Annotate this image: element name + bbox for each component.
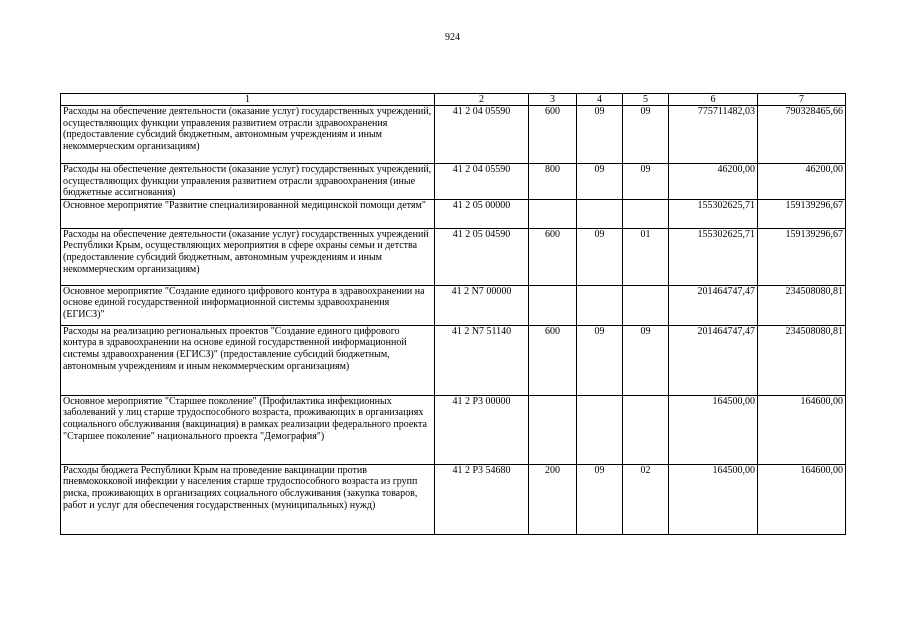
- classification-code: 41 2 P3 54680: [435, 464, 529, 534]
- header-col-3: 3: [529, 94, 577, 106]
- subsection-code: 09: [623, 325, 669, 395]
- expense-type-code: 200: [529, 464, 577, 534]
- amount-col-6: 164500,00: [669, 464, 758, 534]
- amount-col-7: 790328465,66: [758, 106, 846, 164]
- amount-col-7: 159139296,67: [758, 228, 846, 285]
- subsection-code: [623, 199, 669, 228]
- amount-col-6: 775711482,03: [669, 106, 758, 164]
- table-row: [61, 228, 846, 285]
- classification-code: 41 2 N7 51140: [435, 325, 529, 395]
- section-code: [577, 199, 623, 228]
- expense-name: Расходы на реализацию региональных проектов "Создание единого цифрового контура в здравоохранении на основе единой государственной информационной системы здравоохранения (ЕГИСЗ)" (предоставление субсидий бюджетным, автономным учреждениям и иным некоммерческим организациям): [61, 325, 435, 395]
- table-row: [61, 164, 846, 200]
- subsection-code: [623, 285, 669, 325]
- table-body: [61, 106, 846, 535]
- header-col-5: 5: [623, 94, 669, 106]
- expense-name: Расходы на обеспечение деятельности (оказание услуг) государственных учреждений, осуществляющих функции управления развитием отрасли здравоохранения (предоставление субсидий бюджетным, автономным учреждениям и иным некоммерческим организациям): [61, 106, 435, 164]
- expense-name: Основное мероприятие "Развитие специализированной медицинской помощи детям": [61, 199, 435, 228]
- header-col-2: 2: [435, 94, 529, 106]
- section-code: 09: [577, 464, 623, 534]
- expense-type-code: [529, 285, 577, 325]
- classification-code: 41 2 P3 00000: [435, 395, 529, 464]
- classification-code: 41 2 05 00000: [435, 199, 529, 228]
- section-code: 09: [577, 325, 623, 395]
- amount-col-7: 234508080,81: [758, 285, 846, 325]
- expense-name: Расходы бюджета Республики Крым на проведение вакцинации против пневмококковой инфекции у населения старше трудоспособного возраста из групп риска, проживающих в организациях социального обслуживания (закупка товаров, работ и услуг для обеспечения государственных (муниципальных) нужд): [61, 464, 435, 534]
- expense-name: Основное мероприятие "Создание единого цифрового контура в здравоохранении на основе единой государственной информационной системы здравоохранения (ЕГИСЗ)": [61, 285, 435, 325]
- classification-code: 41 2 04 05590: [435, 106, 529, 164]
- table-row: [61, 285, 846, 325]
- table-row: [61, 106, 846, 164]
- amount-col-6: 201464747,47: [669, 285, 758, 325]
- header-row: [61, 94, 846, 106]
- amount-col-6: 155302625,71: [669, 228, 758, 285]
- expense-type-code: 600: [529, 106, 577, 164]
- amount-col-6: 201464747,47: [669, 325, 758, 395]
- classification-code: 41 2 05 04590: [435, 228, 529, 285]
- header-col-6: 6: [669, 94, 758, 106]
- header-col-4: 4: [577, 94, 623, 106]
- section-code: 09: [577, 164, 623, 200]
- amount-col-7: 164600,00: [758, 395, 846, 464]
- expense-type-code: 600: [529, 228, 577, 285]
- expense-type-code: [529, 199, 577, 228]
- amount-col-6: 164500,00: [669, 395, 758, 464]
- section-code: 09: [577, 106, 623, 164]
- header-col-7: 7: [758, 94, 846, 106]
- table-row: [61, 325, 846, 395]
- amount-col-7: 159139296,67: [758, 199, 846, 228]
- amount-col-6: 46200,00: [669, 164, 758, 200]
- classification-code: 41 2 04 05590: [435, 164, 529, 200]
- expense-type-code: [529, 395, 577, 464]
- amount-col-7: 46200,00: [758, 164, 846, 200]
- amount-col-6: 155302625,71: [669, 199, 758, 228]
- subsection-code: 02: [623, 464, 669, 534]
- table-row: [61, 199, 846, 228]
- section-code: [577, 395, 623, 464]
- table-row: [61, 395, 846, 464]
- budget-table: [60, 93, 846, 535]
- section-code: [577, 285, 623, 325]
- expense-type-code: 600: [529, 325, 577, 395]
- table-header: [61, 94, 846, 106]
- classification-code: 41 2 N7 00000: [435, 285, 529, 325]
- section-code: 09: [577, 228, 623, 285]
- subsection-code: [623, 395, 669, 464]
- amount-col-7: 234508080,81: [758, 325, 846, 395]
- subsection-code: 01: [623, 228, 669, 285]
- amount-col-7: 164600,00: [758, 464, 846, 534]
- expense-name: Основное мероприятие "Старшее поколение" (Профилактика инфекционных заболеваний у лиц старше трудоспособного возраста, проживающих в организациях социального обслуживания (вакцинация) в рамках реализации федерального проекта "Старшее поколение" национального проекта "Демография"): [61, 395, 435, 464]
- header-col-1: 1: [61, 94, 435, 106]
- expense-name: Расходы на обеспечение деятельности (оказание услуг) государственных учреждений, осуществляющих функции управления развитием отрасли здравоохранения (иные бюджетные ассигнования): [61, 164, 435, 200]
- subsection-code: 09: [623, 106, 669, 164]
- page-number: 924: [445, 32, 460, 43]
- subsection-code: 09: [623, 164, 669, 200]
- expense-name: Расходы на обеспечение деятельности (оказание услуг) государственных учреждений Республики Крым, осуществляющих мероприятия в сфере охраны семьи и детства (предоставление субсидий бюджетным, автономным учреждениям и иным некоммерческим организациям): [61, 228, 435, 285]
- expense-type-code: 800: [529, 164, 577, 200]
- table-row: [61, 464, 846, 534]
